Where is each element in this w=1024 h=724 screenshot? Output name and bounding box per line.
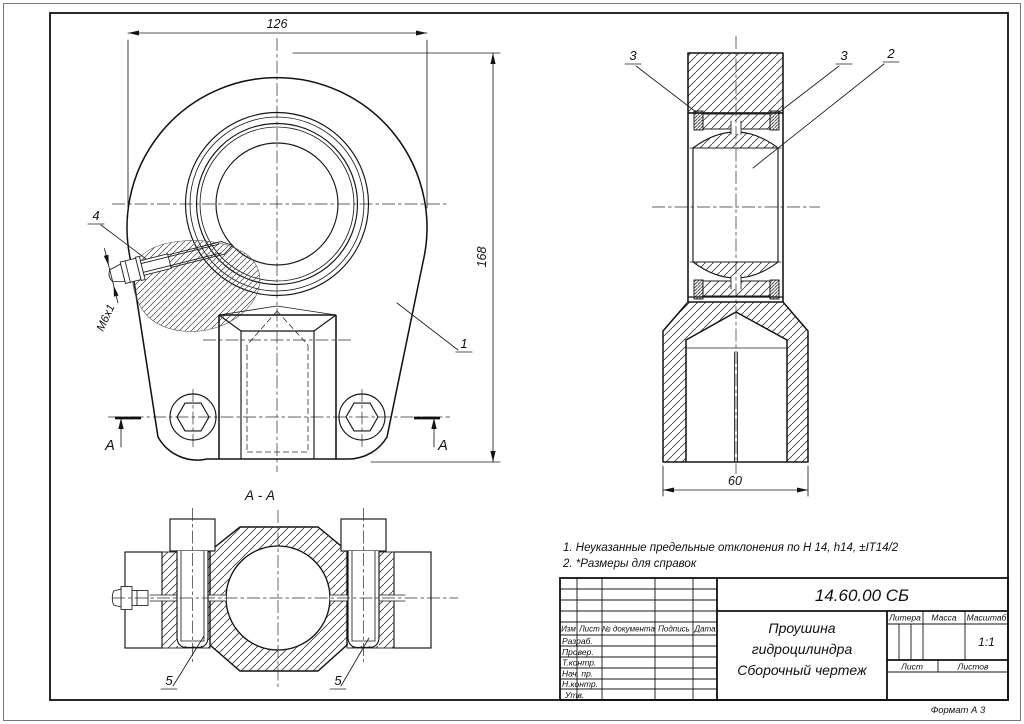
col-izm: Изм <box>561 624 576 634</box>
section-letter-left: A <box>105 438 115 454</box>
col-doc: № документа <box>602 624 655 634</box>
col-list: Лист <box>579 624 600 634</box>
dim-168 <box>293 53 500 462</box>
section-aa-view <box>112 488 458 689</box>
row-razrab: Разраб. <box>562 636 593 646</box>
callout-ring-left: 3 <box>629 48 637 63</box>
note-1: 1. Неуказанные предельные отклонения по H 14, h14, ±IT14/2 <box>563 542 899 554</box>
section-letter-right: A <box>438 438 448 454</box>
title-block <box>560 578 1008 700</box>
dim-126-text: 126 <box>266 17 288 31</box>
col-date: Дата <box>694 624 716 634</box>
scale-value: 1:1 <box>978 635 995 649</box>
callout-bolt-left: 5 <box>165 673 173 688</box>
header-sheets: Листов <box>957 661 989 672</box>
local-section-hatch <box>132 240 259 331</box>
header-masshtab: Масштаб <box>966 612 1007 623</box>
thread-label: M6x1 <box>94 302 118 334</box>
dim-60-text: 60 <box>728 474 742 488</box>
dim-168-text: 168 <box>475 246 489 268</box>
part-name-line2: гидроцилиндра <box>751 641 853 657</box>
callout-ring-right: 3 <box>840 48 848 63</box>
row-tkontr: Т.контр. <box>562 657 597 668</box>
format-label: Формат А 3 <box>930 705 986 716</box>
note-2: 2. *Размеры для справок <box>563 558 697 570</box>
col-sign: Подпись <box>658 624 690 634</box>
row-prover: Провер. <box>562 647 594 657</box>
doc-number: 14.60.00 СБ <box>814 586 910 605</box>
header-litera: Литера <box>889 612 921 623</box>
technical-notes <box>562 542 899 570</box>
dim-60 <box>663 466 808 496</box>
callout-fitting: 4 <box>92 208 100 223</box>
part-name-line1: Проушина <box>768 620 836 636</box>
callout-bolt-right: 5 <box>334 673 342 688</box>
section-mark-left <box>104 418 141 454</box>
section-mark-right <box>414 418 448 454</box>
clamp-boss <box>219 306 336 459</box>
header-massa: Масса <box>931 612 957 623</box>
callout-body: 1 <box>460 336 468 351</box>
callout-bearing: 2 <box>887 46 895 61</box>
row-nachpr: Нач. пр. <box>562 668 594 679</box>
row-utv: Утв. <box>565 690 585 700</box>
part-name-line3: Сборочный чертеж <box>737 662 867 678</box>
front-view <box>88 17 500 472</box>
header-sheet: Лист <box>901 661 923 672</box>
side-view <box>625 36 899 496</box>
section-title: А - А <box>244 488 276 503</box>
row-nkontr: Н.контр. <box>562 679 598 689</box>
